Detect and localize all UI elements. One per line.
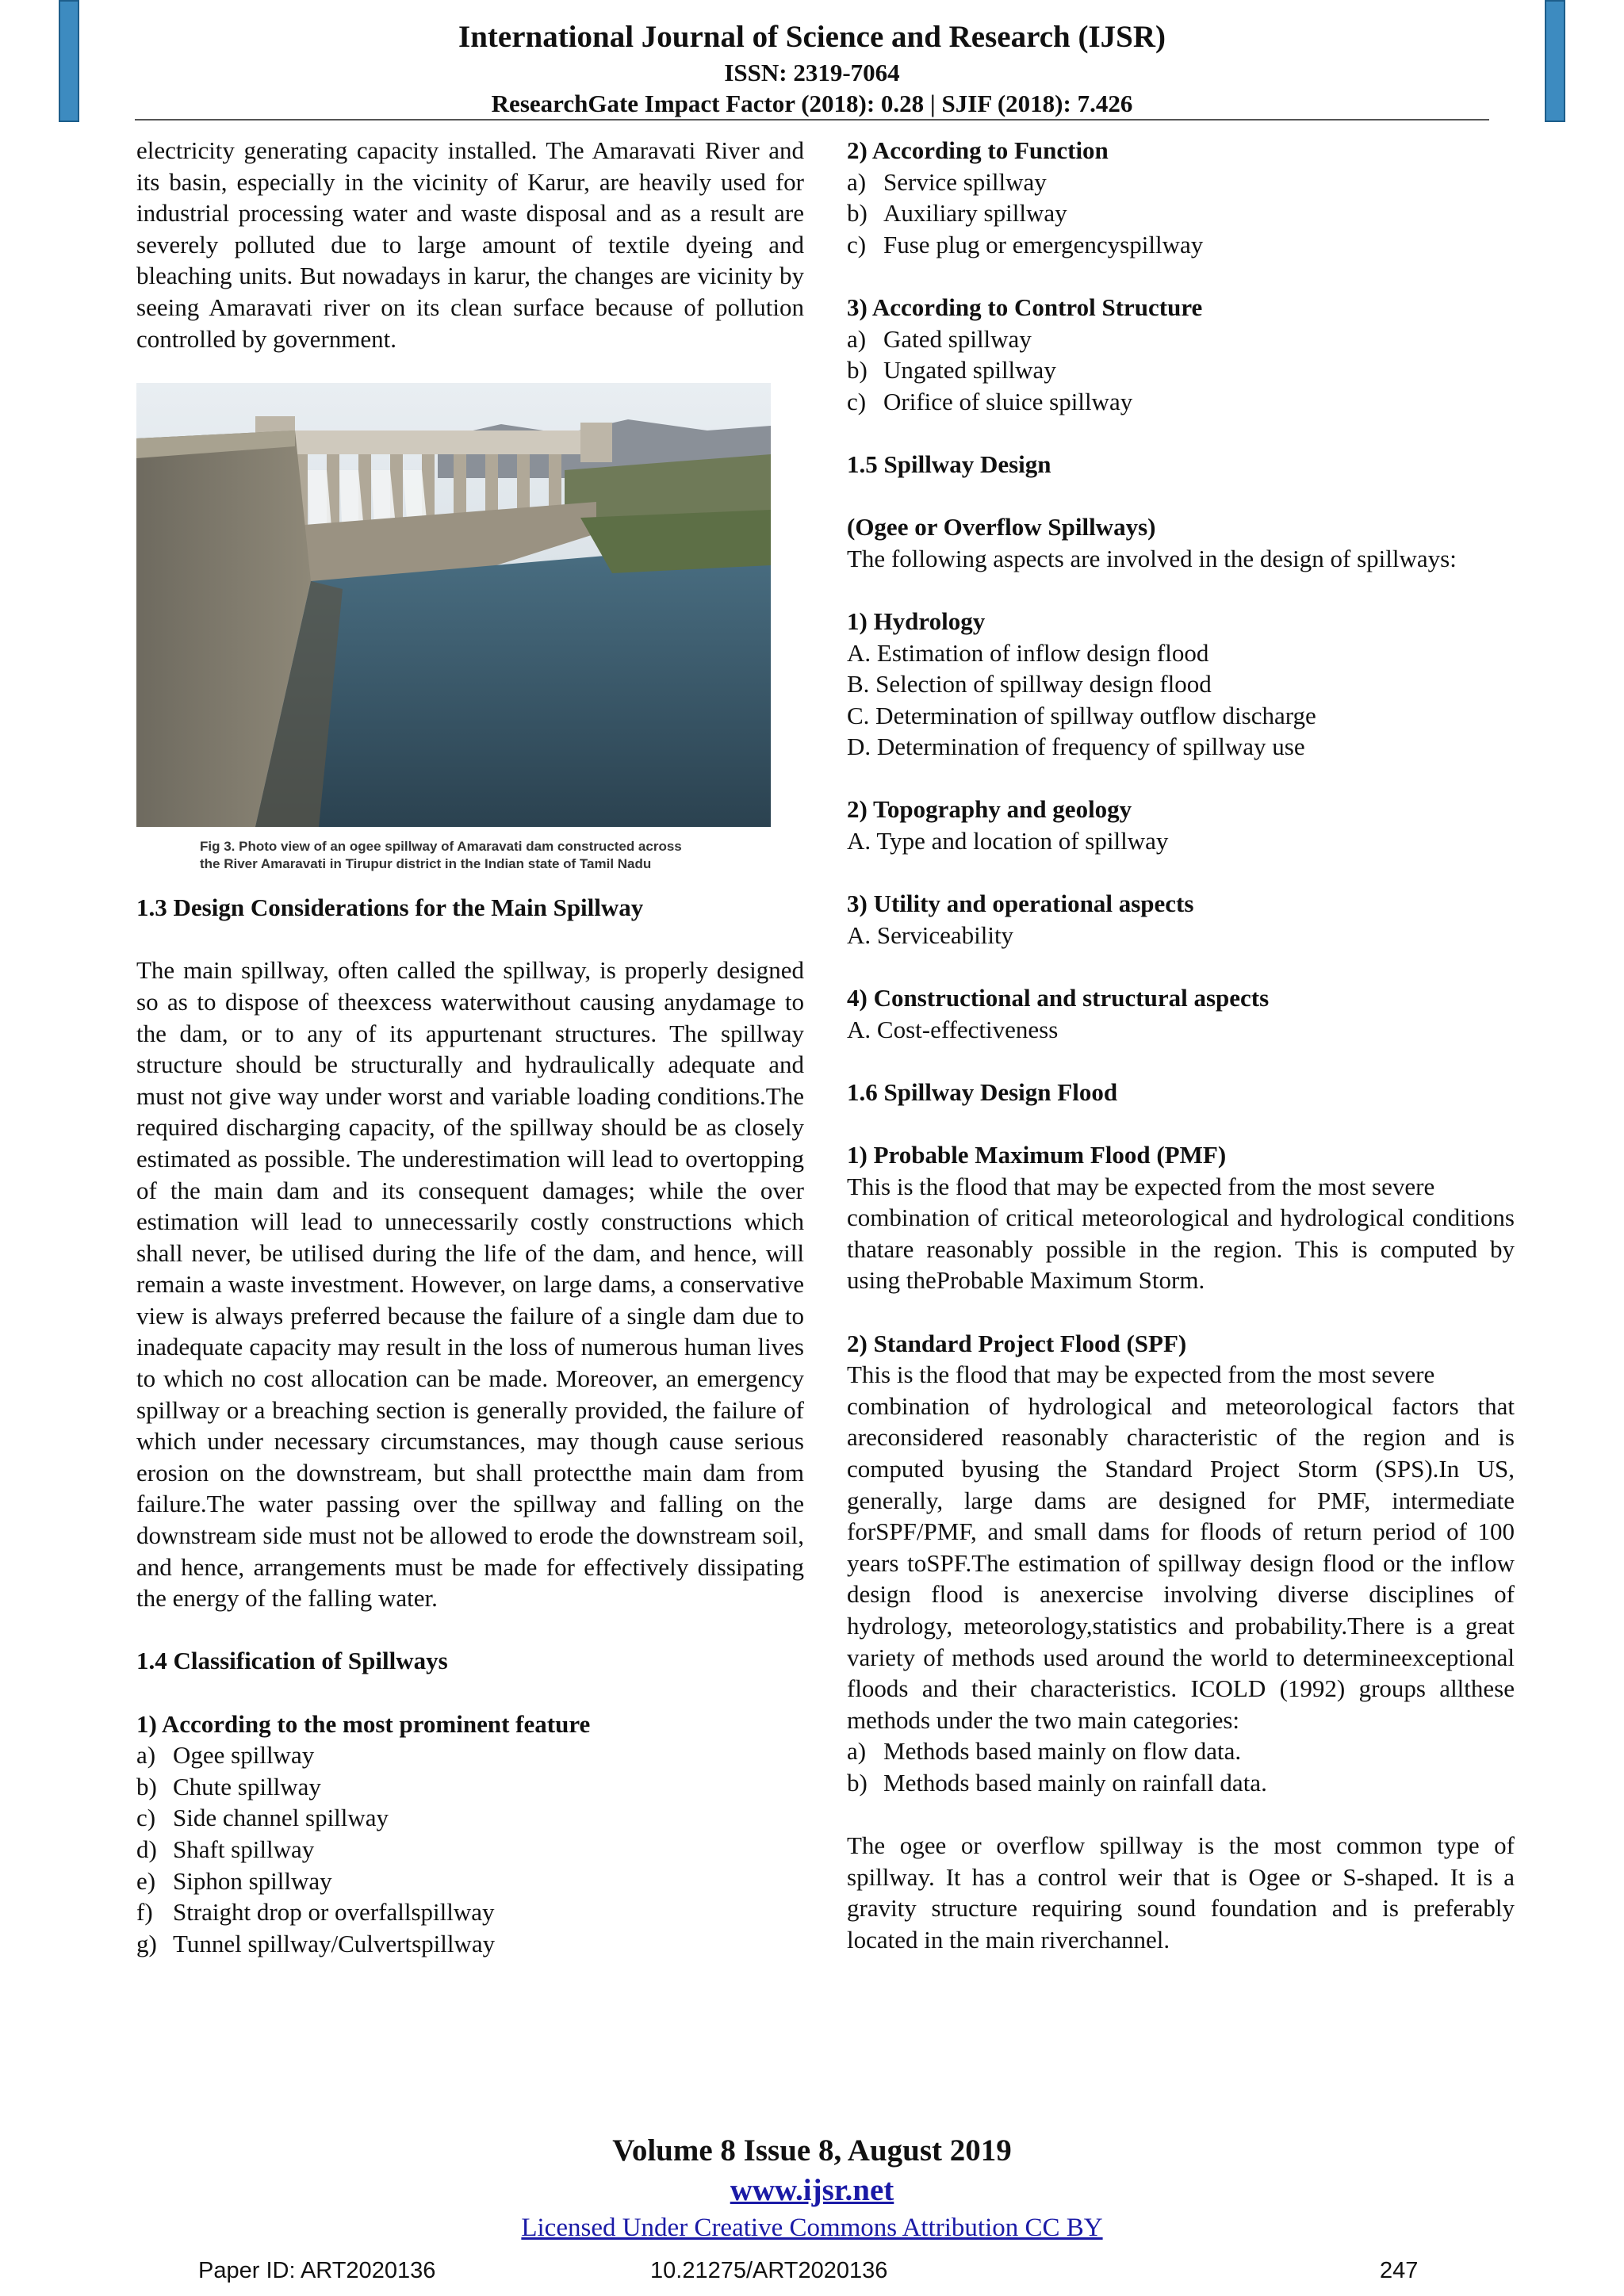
ogee-paragraph: The ogee or overflow spillway is the most common type of spillway. It has a control weir that is Ogee or S-shaped. It is a gravity structure requiring sound foundation and is preferably located in the main riverchannel. xyxy=(847,1831,1515,1954)
section-1-5-body: The following aspects are involved in the design of spillways: xyxy=(847,544,1457,572)
list-item: d) Shaft spillway xyxy=(136,1835,315,1863)
list-item: b) Ungated spillway xyxy=(847,356,1056,385)
caption-line-1: Fig 3. Photo view of an ogee spillway of Amaravati dam constructed across xyxy=(200,839,682,855)
right-column xyxy=(847,135,1515,1955)
section-1-4-heading: 1.4 Classification of Spillways xyxy=(136,1647,448,1675)
footer-volume: Volume 8 Issue 8, August 2019 xyxy=(612,2133,1012,2168)
list-item: f) Straight drop or overfallspillway xyxy=(136,1898,495,1927)
list-item: c) Side channel spillway xyxy=(136,1804,389,1832)
list-item: A. Estimation of inflow design flood xyxy=(847,638,1209,667)
left-column xyxy=(136,135,804,1959)
list-item: e) Siphon spillway xyxy=(136,1866,332,1895)
list-item: b) Chute spillway xyxy=(136,1772,321,1800)
feature-list xyxy=(136,1739,804,1959)
issn: ISSN: 2319-7064 xyxy=(724,59,900,86)
list-item: c) Orifice of sluice spillway xyxy=(847,387,1133,415)
list-item: a) Gated spillway xyxy=(847,324,1032,353)
list-item: B. Selection of spillway design flood xyxy=(847,670,1212,698)
hydrology-heading: 1) Hydrology xyxy=(847,607,986,635)
spf-heading: 2) Standard Project Flood (SPF) xyxy=(847,1329,1187,1357)
list-item: a) Methods based mainly on flow data. xyxy=(847,1737,1242,1766)
list-item: g) Tunnel spillway/Culvertspillway xyxy=(136,1929,496,1957)
footer-site-link[interactable]: www.ijsr.net xyxy=(730,2173,894,2207)
section-1-5-heading: 1.5 Spillway Design xyxy=(847,450,1051,478)
figure-caption xyxy=(136,838,804,873)
list-item: b) Methods based mainly on rainfall data. xyxy=(847,1768,1267,1797)
pmf-first-line: This is the flood that may be expected from the most severe xyxy=(847,1172,1435,1200)
spf-first-line: This is the flood that may be expected from the most severe xyxy=(847,1360,1435,1389)
list-item: b) Auxiliary spillway xyxy=(847,199,1067,228)
footer-license-link[interactable]: Licensed Under Creative Commons Attribution CC BY xyxy=(521,2214,1103,2242)
impact-factor: ResearchGate Impact Factor (2018): 0.28 | SJIF (2018): 7.426 xyxy=(491,90,1133,117)
header-rule xyxy=(135,119,1489,121)
intro-paragraph: electricity generating capacity installed. The Amaravati River and its basin, especially in the vicinity of Karur, are heavily used for industrial processing water and waste disposal and as a result are severely polluted due to large amount of textile dyeing and bleaching units. But nowadays in karur, the changes are vicinity by seeing Amaravati river on its clean surface because of pollution controlled by government. xyxy=(136,136,804,353)
dam-photo xyxy=(136,383,771,827)
constructional-heading: 4) Constructional and structural aspects xyxy=(847,984,1270,1012)
doi: 10.21275/ART2020136 xyxy=(650,2258,888,2283)
control-structure-heading: 3) According to Control Structure xyxy=(847,293,1203,321)
pmf-heading: 1) Probable Maximum Flood (PMF) xyxy=(847,1141,1227,1169)
function-heading: 2) According to Function xyxy=(847,136,1109,164)
list-item: A. Serviceability xyxy=(847,920,1014,949)
footer-meta xyxy=(0,2258,1624,2290)
list-item: a) Service spillway xyxy=(847,167,1047,196)
list-item: A. Type and location of spillway xyxy=(847,827,1169,855)
spf-body: combination of hydrological and meteorological factors that areconsidered reasonably characteristic of the region and is computed byusing the Standard Project Storm (SPS).In US, generally, large dams are designed for PMF, intermediate forSPF/PMF, and small dams for floods of return period of 100 years toSPF.The estimation of spillway design flood or the inflow design flood is anexercise involving diverse disciplines of hydrology, meteorology,statistics and probability.There is a great variety of methods used around the world to determineexceptional floods and their characteristics. ICOLD (1992) groups allthese methods under the two main categories: xyxy=(847,1391,1515,1734)
list-item: D. Determination of frequency of spillway use xyxy=(847,733,1305,761)
paper-id: Paper ID: ART2020136 xyxy=(198,2258,436,2283)
list-item: A. Cost-effectiveness xyxy=(847,1015,1059,1043)
pmf-body: combination of critical meteorological and hydrological conditions thatare reasonably possible in the region. This is computed by using theProbable Maximum Storm. xyxy=(847,1203,1515,1295)
classification-feature-heading: 1) According to the most prominent feature xyxy=(136,1709,591,1738)
journal-title: International Journal of Science and Research (IJSR) xyxy=(458,20,1166,54)
list-item: a) Ogee spillway xyxy=(136,1741,315,1770)
page-number: 247 xyxy=(1380,2258,1419,2283)
section-1-3-heading: 1.3 Design Considerations for the Main Spillway xyxy=(136,894,644,922)
section-1-3-body: The main spillway, often called the spillway, is properly designed so as to dispose of theexcess waterwithout causing anydamage to the dam, or to any of its appurtenant structures. The spillway structure should be structurally and hydraulically adequate and must not give way under worst and variable loading conditions.The required discharging capacity, of the spillway should be as closely estimated as possible. The underestimation will lead to overtopping of the main dam and its consequent damages; while the over estimation will lead to unnecessarily costly constructions which shall never, be utilised during the life of the dam, and hence, will remain a waste investment. However, on large dams, a conservative view is always preferred because the failure of a single dam due to inadequate capacity may result in the loss of numerous human lives to which no cost allocation can be made. Moreover, an emergency spillway or a breaching section is generally provided, the failure of which under necessary circumstances, may though cause serious erosion on the downstream, but shall protectthe main dam from failure.The water passing over the spillway and falling on the downstream side must not be allowed to erode the downstream soil, and hence, arrangements must be made for effectively dissipating the energy of the falling water. xyxy=(136,956,804,1613)
list-item: C. Determination of spillway outflow discharge xyxy=(847,701,1316,729)
topography-heading: 2) Topography and geology xyxy=(847,795,1132,824)
utility-heading: 3) Utility and operational aspects xyxy=(847,890,1194,918)
section-1-6-heading: 1.6 Spillway Design Flood xyxy=(847,1077,1118,1106)
list-item: c) Fuse plug or emergencyspillway xyxy=(847,230,1204,258)
ogee-subheading: (Ogee or Overflow Spillways) xyxy=(847,513,1156,541)
caption-line-2: the River Amaravati in Tirupur district in the Indian state of Tamil Nadu xyxy=(200,856,652,872)
page-header xyxy=(0,17,1624,119)
